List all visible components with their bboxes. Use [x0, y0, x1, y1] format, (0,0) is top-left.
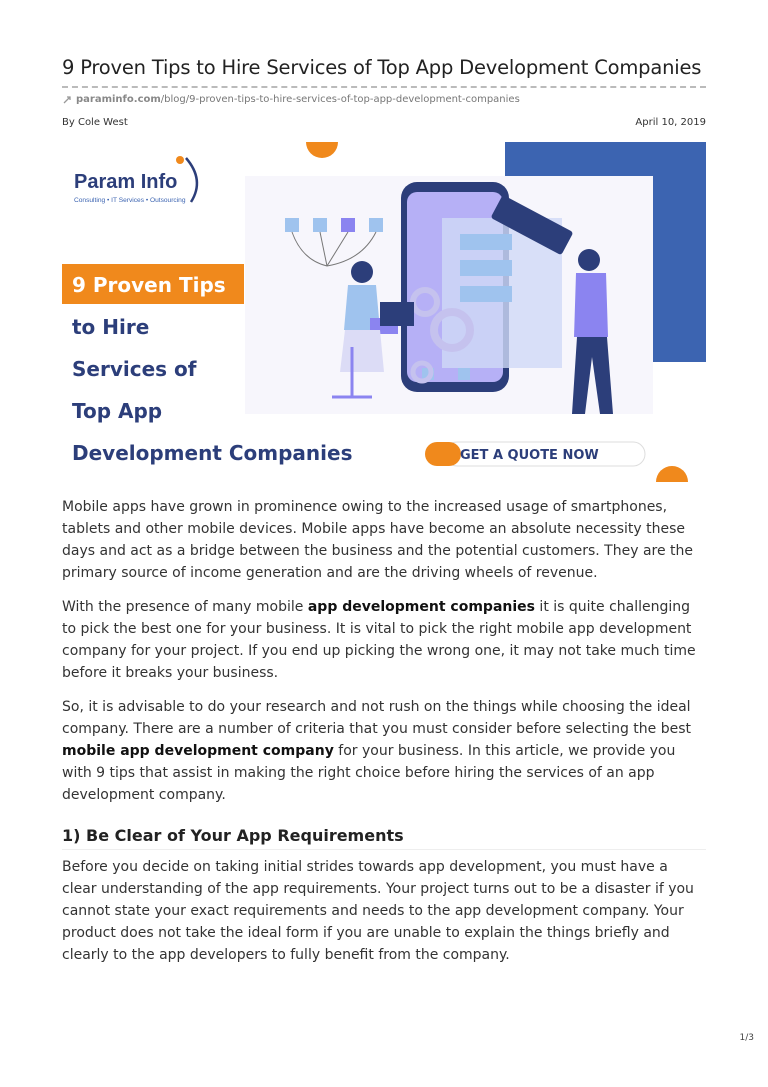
hero-illustration: [62, 142, 706, 482]
section-heading-1: 1) Be Clear of Your App Requirements: [62, 826, 706, 850]
mobile-app-development-company-link[interactable]: mobile app development company: [62, 743, 334, 759]
paragraph-1: Mobile apps have grown in prominence owing to the increased usage of smartphones, tablets and other mobile devices. Mobile apps have become an absolute necessity these days and act as a bridge between the business and the potential customers. They are the primary source of income generation and are the driving wheels of revenue.: [62, 499, 694, 581]
publish-date: April 10, 2019: [635, 117, 706, 128]
url-path[interactable]: /blog/9-proven-tips-to-hire-services-of-top-app-development-companies: [160, 94, 520, 105]
article-meta: [62, 117, 706, 128]
headline-line-3: Services of: [72, 357, 197, 381]
author: By Cole West: [62, 117, 128, 128]
page-number: 1/3: [739, 1033, 754, 1043]
brand-tagline: Consulting • IT Services • Outsourcing: [74, 197, 186, 204]
headline-line-4: Top App: [72, 399, 163, 423]
orange-half-circle-top: [306, 142, 338, 158]
title-divider: [62, 86, 706, 88]
link-icon: [62, 95, 72, 105]
brand-name: Param Info: [74, 171, 178, 193]
headline-line-2: to Hire: [72, 315, 150, 339]
article-title: 9 Proven Tips to Hire Services of Top App Development Companies: [62, 56, 702, 79]
get-quote-button[interactable]: [425, 442, 645, 466]
headline-line-5: Development Companies: [72, 441, 353, 465]
paragraph-3: So, it is advisable to do your research and not rush on the things while choosing the ideal company. There are a number of criteria that you must consider before selecting the best mobile app development company for your business. In this article, we provide you with 9 tips that assist in making the right choice before hiring the services of an app development company.: [62, 699, 691, 803]
param-info-logo: [74, 156, 197, 204]
url-domain[interactable]: paraminfo.com: [76, 94, 161, 105]
app-development-companies-link[interactable]: app development companies: [307, 599, 535, 615]
hero-banner: [62, 142, 706, 482]
paragraph-4: Before you decide on taking initial strides towards app development, you must have a clear understanding of the app requirements. Your project turns out to be a disaster if you cannot state your exact requirements and needs to the app development company. Your product does not take the ideal form if you are unable to explain the things briefly and clearly to the app developers to fully benefit from the company.: [62, 859, 694, 963]
get-quote-label: GET A QUOTE NOW: [460, 448, 599, 463]
paragraph-2: With the presence of many mobile app development companies it is quite challenging to pick the best one for your business. It is vital to pick the right mobile app development company for your project. If you end up picking the wrong one, it may not take much time before it breaks your business.: [62, 599, 696, 681]
article: [62, 56, 706, 978]
orange-half-circle-bottom: [656, 466, 688, 482]
source-url[interactable]: [62, 94, 706, 105]
headline-line-1: 9 Proven Tips: [72, 273, 226, 297]
article-body: [62, 496, 706, 966]
